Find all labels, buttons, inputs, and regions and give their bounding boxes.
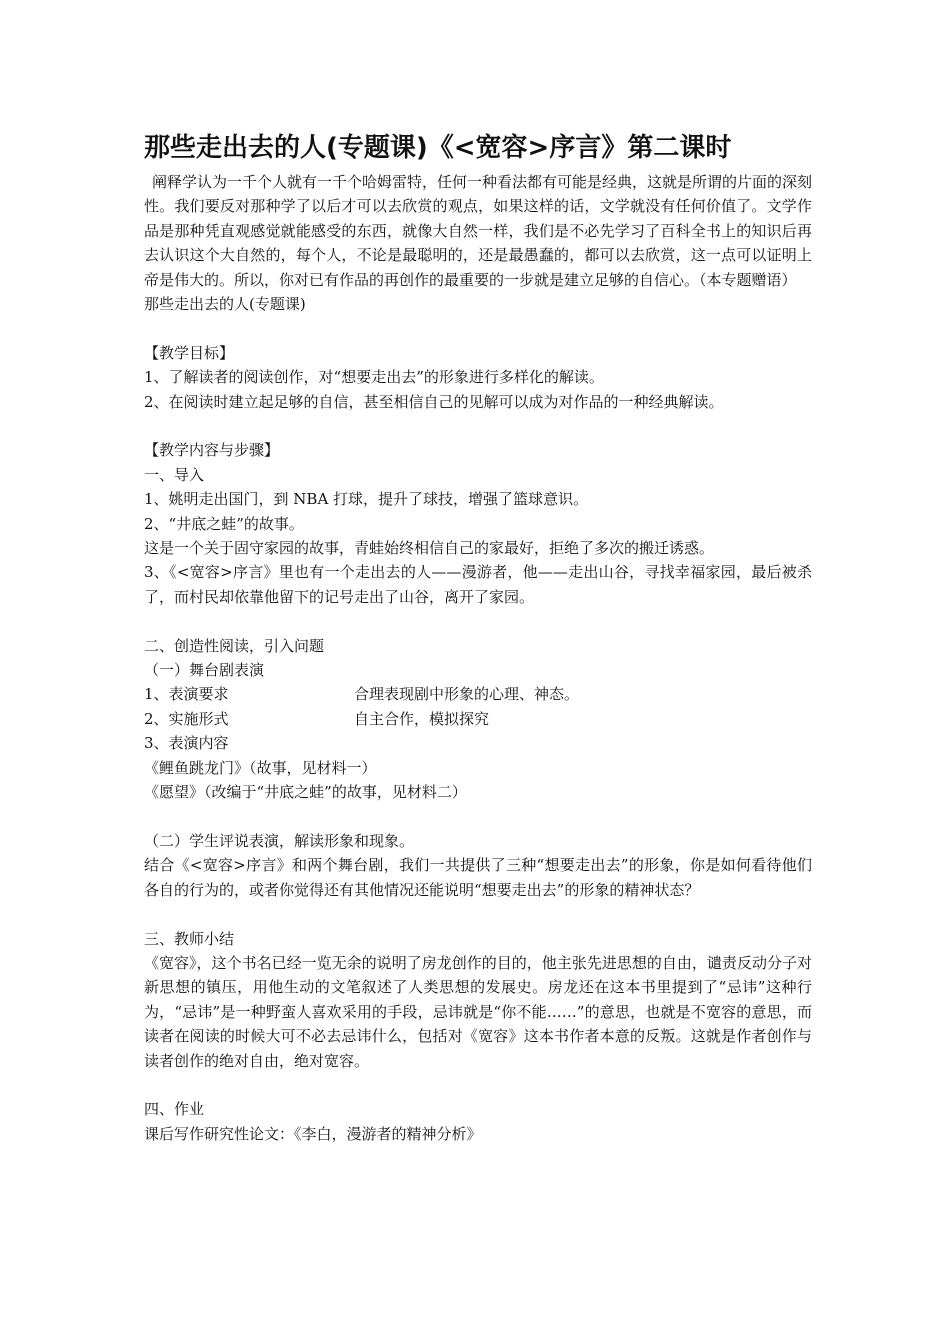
subsection-heading: （二）学生评说表演，解读形象和现象。: [144, 831, 415, 850]
list-item-note: 这是一个关于固守家园的故事，青蛙始终相信自己的家最好，拒绝了多次的搬迁诱惑。: [144, 539, 715, 558]
list-item: 3、表演内容: [144, 734, 229, 753]
steps-heading: 【教学内容与步骤】: [144, 441, 280, 460]
section-heading: 二、创造性阅读，引入问题: [144, 636, 325, 655]
perform-label: 2、实施形式: [144, 709, 229, 728]
spacer: [144, 316, 812, 340]
spacer: [144, 902, 812, 926]
homework-text: 课后写作研究性论文：《李白，漫游者的精神分析》: [144, 1124, 482, 1143]
play-item: 《愿望》（改编于“井底之蛙”的故事，见材料二）: [144, 783, 467, 802]
play-item: 《鲤鱼跳龙门》（故事，见材料一）: [144, 758, 377, 777]
section-heading: 三、教师小结: [144, 929, 235, 948]
spacer: [144, 609, 812, 633]
goals-heading: 【教学目标】: [144, 343, 235, 362]
subtitle: 那些走出去的人(专题课): [144, 295, 306, 314]
perform-value: 合理表现剧中形象的心理、神态。: [354, 685, 580, 704]
document-title: 那些走出去的人(专题课)《<宽容>序言》第二课时: [144, 133, 732, 163]
spacer: [144, 1073, 812, 1097]
perform-row: [144, 682, 812, 706]
discussion-paragraph: 结合《<宽容>序言》和两个舞台剧，我们一共提供了三种“想要走出去”的形象，你是如何看待他们各自的行为的，或者你觉得还有其他情况还能说明“想要走出去”的形象的精神状态？: [144, 856, 812, 899]
perform-value: 自主合作，模拟探究: [354, 709, 490, 728]
goal-item: 1、了解读者的阅读创作，对“想要走出去”的形象进行多样化的解读。: [144, 368, 604, 387]
list-item: 1、姚明走出国门，到 NBA 打球，提升了球技，增强了篮球意识。: [144, 490, 589, 509]
perform-label: 1、表演要求: [144, 685, 229, 704]
section-heading: 一、导入: [144, 465, 205, 484]
list-item: 3、《<宽容>序言》里也有一个走出去的人——漫游者，他——走出山谷，寻找幸福家园，最后被杀了，而村民却依靠他留下的记号走出了山谷，离开了家园。: [144, 563, 812, 606]
subsection-heading: （一）舞台剧表演: [144, 661, 265, 680]
spacer: [144, 414, 812, 438]
goal-item: 2、在阅读时建立起足够的自信，甚至相信自己的见解可以成为对作品的一种经典解读。: [144, 392, 724, 411]
summary-paragraph: 《宽容》，这个书名已经一览无余的说明了房龙创作的目的，他主张先进思想的自由，谴责反动分子对新思想的镇压，用他生动的文笔叙述了人类思想的发展史。房龙还在这本书里提到了“忌讳”这种行为，“忌讳”是一种野蛮人喜欢采用的手段，忌讳就是“你不能……”的意思，也就是不宽容的意思，而读者在阅读的时候大可不必去忌讳什么，包括对《宽容》这本书作者本意的反叛。这就是作者创作与读者创作的绝对自由，绝对宽容。: [144, 953, 812, 1070]
section-heading: 四、作业: [144, 1100, 205, 1119]
document-body: [144, 128, 812, 1146]
intro-paragraph: 阐释学认为一千个人就有一千个哈姆雷特，任何一种看法都有可能是经典，这就是所谓的片面的深刻性。我们要反对那种学了以后才可以去欣赏的观点，如果这样的话，文学就没有任何价值了。文学作品是那种凭直观感觉就能感受的东西，就像大自然一样，我们是不必先学习了百科全书上的知识后再去认识这个大自然的，每个人，不论是最聪明的，还是最愚蠢的，都可以去欣赏，这一点可以证明上帝是伟大的。所以，你对已有作品的再创作的最重要的一步就是建立足够的自信心。（本专题赠语）: [144, 173, 813, 289]
list-item: 2、“井底之蛙”的故事。: [144, 514, 304, 533]
perform-row: [144, 707, 812, 731]
spacer: [144, 805, 812, 829]
